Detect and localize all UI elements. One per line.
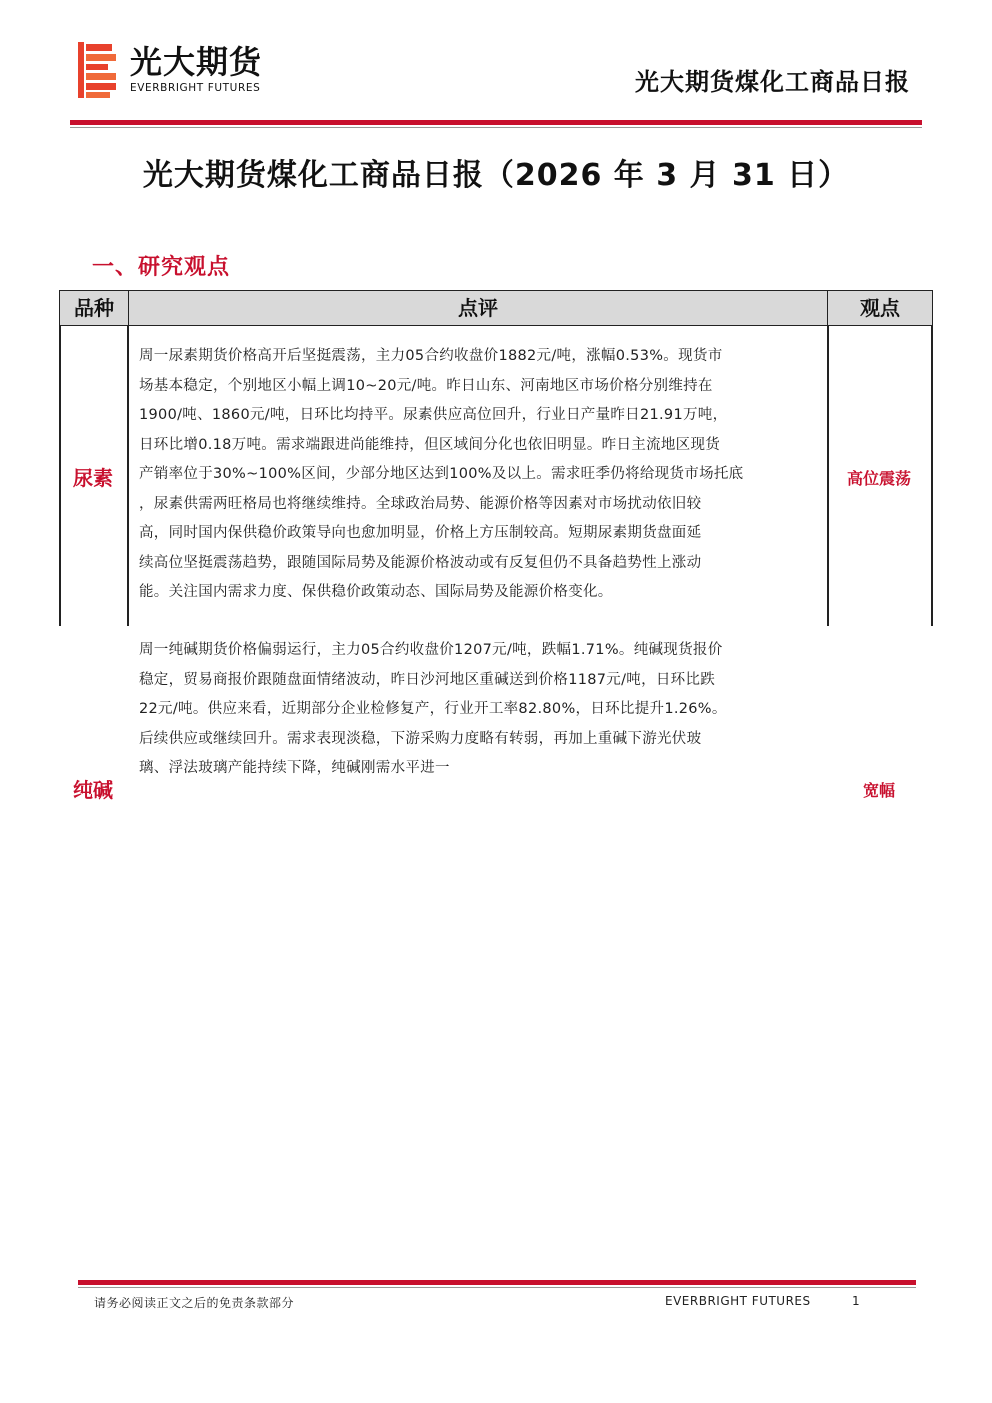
row-category-soda-ash: 纯碱	[73, 778, 113, 802]
row-comment-urea	[139, 342, 819, 608]
comment-line: 日环比增0.18万吨。需求端跟进尚能维持，但区域间分化也依旧明显。昨日主流地区现货	[139, 436, 721, 453]
section-title: 一、研究观点	[92, 255, 231, 280]
footer-disclaimer: 请务必阅读正文之后的免责条款部分	[94, 1296, 295, 1310]
comment-line: 稳定，贸易商报价跟随盘面情绪波动，昨日沙河地区重碱送到价格1187元/吨，日环比跌	[139, 671, 716, 688]
footer-divider	[78, 1280, 916, 1285]
header-view: 观点	[860, 296, 900, 320]
comment-line: 璃、浮法玻璃产能持续下降，纯碱刚需水平进一	[139, 760, 450, 776]
row-category-urea: 尿素	[73, 466, 113, 490]
row-view-urea: 高位震荡	[846, 469, 911, 488]
comment-line: 场基本稳定，个别地区小幅上调10~20元/吨。昨日山东、河南地区市场价格分别维持在	[139, 377, 713, 394]
comment-line: 续高位坚挺震荡趋势，跟随国际局势及能源价格波动或有反复但仍不具备趋势性上涨动	[139, 554, 702, 571]
comment-line: 周一尿素期货价格高开后坚挺震荡，主力05合约收盘价1882元/吨，涨幅0.53%。现货市	[139, 348, 723, 364]
footer-brand: EVERBRIGHT FUTURES	[665, 1294, 811, 1308]
row1-border-right	[931, 326, 933, 626]
comment-line: 周一纯碱期货价格偏弱运行，主力05合约收盘价1207元/吨，跌幅1.71%。纯碱现货报价	[139, 642, 723, 658]
comment-line: 产销率位于30%~100%区间，少部分地区达到100%及以上。需求旺季仍将给现货市场托底	[139, 466, 744, 482]
page-header	[0, 0, 992, 130]
comment-line: ，尿素供需两旺格局也将继续维持。全球政治局势、能源价格等因素对市场扰动依旧较	[139, 495, 702, 512]
row-view-soda-ash: 宽幅	[862, 781, 895, 800]
header-category: 品种	[74, 296, 114, 320]
comment-line: 22元/吨。供应来看，近期部分企业检修复产，行业开工率82.80%，日环比提升1.26%。	[139, 701, 727, 717]
report-title: 光大期货煤化工商品日报（2026 年 3 月 31 日）	[142, 158, 850, 193]
comment-line: 高，同时国内保供稳价政策导向也愈加明显，价格上方压制较高。短期尿素期货盘面延	[139, 525, 702, 541]
header-comment: 点评	[128, 291, 828, 325]
everbright-logo-icon	[78, 42, 118, 98]
report-name: 光大期货煤化工商品日报	[635, 68, 910, 96]
page-number: 1	[852, 1294, 860, 1308]
header-divider	[70, 120, 922, 125]
table-header-row	[59, 290, 933, 326]
footer-divider-thin	[78, 1287, 916, 1288]
comment-line: 后续供应或继续回升。需求表现淡稳，下游采购力度略有转弱，再加上重碱下游光伏玻	[139, 730, 702, 747]
comment-line: 能。关注国内需求力度、保供稳价政策动态、国际局势及能源价格变化。	[139, 584, 613, 600]
header-divider-thin	[70, 127, 922, 128]
logo-text-cn: 光大期货	[130, 43, 263, 81]
logo-text-en: EVERBRIGHT FUTURES	[130, 82, 261, 94]
row1-border-mid1	[127, 326, 129, 626]
comment-line: 1900/吨、1860元/吨，日环比均持平。尿素供应高位回升，行业日产量昨日21.91万吨，	[139, 407, 728, 423]
row-comment-soda-ash	[139, 636, 819, 784]
